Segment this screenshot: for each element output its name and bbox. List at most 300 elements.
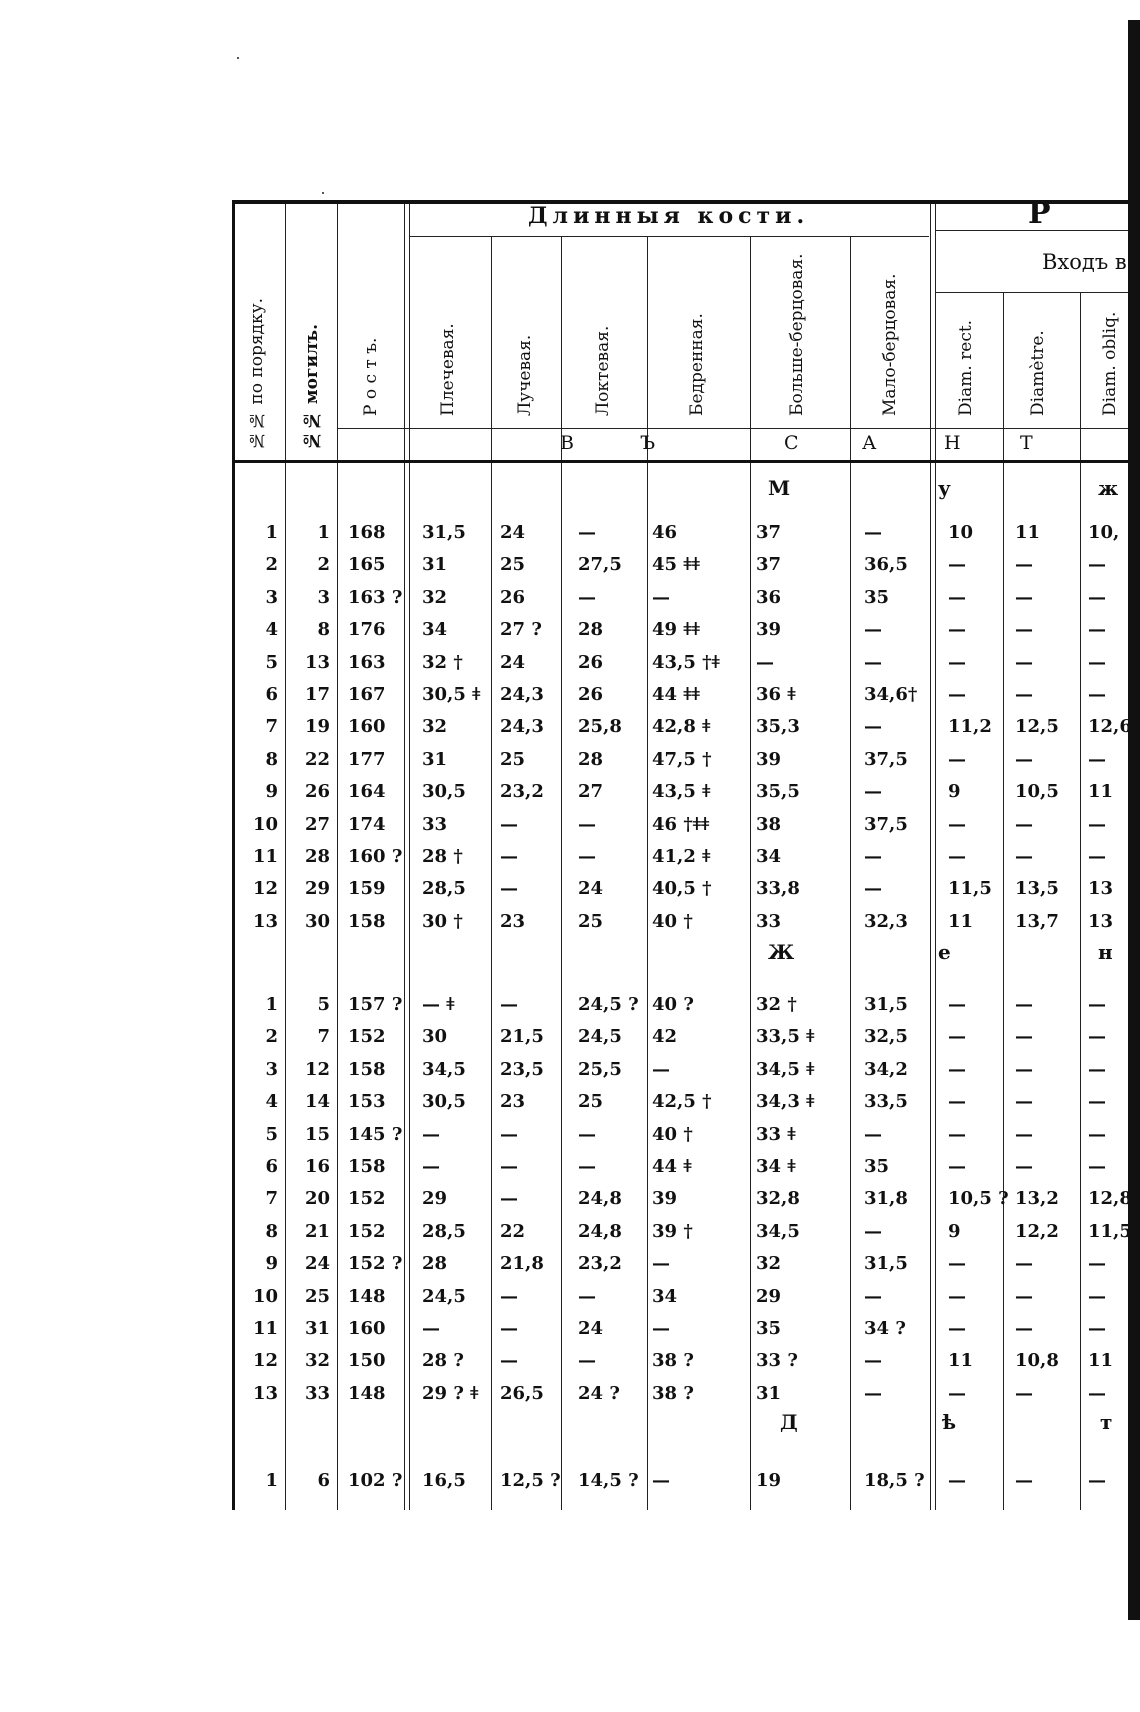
women-row-2-col-4: 30: [422, 1026, 448, 1048]
men-row-11-col-7: 41,2 ǂ: [652, 846, 711, 867]
men-row-1-col-4: 31,5: [422, 522, 466, 543]
women-row-12-col-4: 28 ?: [422, 1350, 464, 1372]
men-row-13-col-10: 11: [948, 910, 974, 932]
men-row-1-col-1: 1: [265, 522, 278, 543]
women-row-6-col-1: 6: [265, 1156, 278, 1177]
men-row-6-col-11: —: [1015, 684, 1033, 705]
women-row-1-col-2: 5: [317, 994, 330, 1015]
women-row-2-col-1: 2: [265, 1026, 278, 1048]
section-letter-r: Р: [1028, 196, 1051, 231]
men-row-2-col-7: 45 ǂǂ: [652, 554, 700, 576]
women-row-3-col-9: 34,2: [864, 1058, 908, 1080]
men-row-4-col-4: 34: [422, 619, 448, 641]
men-row-7-col-8: 35,3: [756, 716, 800, 738]
men-row-9-col-4: 30,5: [422, 781, 466, 803]
women-row-10-col-10: —: [948, 1285, 966, 1307]
men-row-9-col-3: 164: [348, 781, 386, 803]
men-row-7-col-9: —: [864, 716, 882, 738]
women-row-12-col-12: 11: [1088, 1350, 1114, 1372]
women-row-1-col-3: 157 ?: [348, 994, 403, 1015]
men-row-3-col-5: 26: [500, 586, 526, 608]
women-row-3-col-4: 34,5: [422, 1058, 466, 1080]
men-row-13-col-12: 13: [1088, 910, 1114, 932]
men-row-3-col-9: 35: [864, 586, 890, 608]
men-row-11-col-3: 160 ?: [348, 846, 403, 867]
page-edge-shadow: [1128, 20, 1140, 1620]
header-bottom-rule: [232, 460, 1128, 463]
men-row-4-col-5: 27 ?: [500, 619, 542, 641]
children-row-1-col-4: 16,5: [422, 1470, 466, 1491]
women-row-12-col-9: —: [864, 1350, 882, 1372]
women-row-9-col-10: —: [948, 1253, 966, 1275]
men-row-9-col-10: 9: [948, 781, 961, 803]
men-row-2-col-9: 36,5: [864, 554, 908, 576]
men-row-10-col-1: 10: [252, 813, 278, 835]
men-row-9-col-11: 10,5: [1015, 781, 1059, 803]
men-row-8-col-9: 37,5: [864, 748, 908, 770]
women-row-9-col-3: 152 ?: [348, 1253, 403, 1275]
children-row-1-col-8: 19: [756, 1470, 782, 1491]
men-row-5-col-6: 26: [578, 651, 604, 673]
men-row-13-col-6: 25: [578, 910, 604, 932]
women-row-5-col-11: —: [1015, 1123, 1033, 1145]
men-row-11-col-9: —: [864, 846, 882, 867]
women-row-8-col-12: 11,5: [1088, 1220, 1132, 1242]
men-row-1-col-9: —: [864, 522, 882, 543]
speck: [237, 57, 239, 59]
women-row-5-col-6: —: [578, 1123, 596, 1145]
men-row-1-col-7: 46: [652, 522, 678, 543]
women-row-8-col-6: 24,8: [578, 1220, 622, 1242]
women-row-13-col-4: 29 ? ǂ: [422, 1382, 479, 1404]
women-row-1-col-1: 1: [265, 994, 278, 1015]
women-row-8-col-4: 28,5: [422, 1220, 466, 1242]
women-row-12-col-1: 12: [252, 1350, 278, 1372]
men-row-8-col-1: 8: [265, 748, 278, 770]
women-row-6-col-11: —: [1015, 1156, 1033, 1177]
women-row-3-col-7: —: [652, 1058, 670, 1080]
women-row-6-col-9: 35: [864, 1156, 890, 1177]
men-row-10-col-3: 174: [348, 813, 386, 835]
women-row-8-col-2: 21: [304, 1220, 330, 1242]
women-row-1-col-7: 40 ?: [652, 994, 694, 1015]
women-row-2-col-10: —: [948, 1026, 966, 1048]
men-row-6-col-1: 6: [265, 684, 278, 705]
men-row-4-col-3: 176: [348, 619, 386, 641]
measure-letter-4: А: [862, 432, 877, 454]
section-women-1: Ж: [768, 940, 797, 964]
men-row-11-col-5: —: [500, 846, 518, 867]
women-row-7-col-11: 13,2: [1015, 1188, 1059, 1210]
col-fibula: Мало-берцовая.: [880, 273, 900, 416]
women-row-3-col-6: 25,5: [578, 1058, 622, 1080]
men-row-1-col-11: 11: [1015, 522, 1041, 543]
women-row-11-col-1: 11: [252, 1318, 278, 1339]
col-humerus: Плечевая.: [438, 323, 458, 416]
men-row-1-col-3: 168: [348, 522, 386, 543]
men-row-11-col-1: 11: [252, 846, 278, 867]
women-row-12-col-8: 33 ?: [756, 1350, 798, 1372]
men-row-4-col-8: 39: [756, 619, 782, 641]
men-row-4-col-12: —: [1088, 619, 1106, 641]
men-row-9-col-2: 26: [304, 781, 330, 803]
men-row-12-col-3: 159: [348, 878, 386, 900]
women-row-13-col-1: 13: [252, 1382, 278, 1404]
women-row-4-col-7: 42,5 †: [652, 1091, 712, 1113]
men-row-11-col-6: —: [578, 846, 596, 867]
women-row-2-col-8: 33,5 ǂ: [756, 1026, 815, 1048]
men-row-12-col-11: 13,5: [1015, 878, 1059, 900]
men-row-4-col-6: 28: [578, 619, 604, 641]
women-row-6-col-5: —: [500, 1156, 518, 1177]
women-row-5-col-5: —: [500, 1123, 518, 1145]
women-row-9-col-8: 32: [756, 1253, 782, 1275]
men-row-12-col-1: 12: [252, 878, 278, 900]
women-row-10-col-7: 34: [652, 1285, 678, 1307]
women-row-10-col-1: 10: [252, 1285, 278, 1307]
men-row-10-col-12: —: [1088, 813, 1106, 835]
men-row-11-col-10: —: [948, 846, 966, 867]
women-row-7-col-1: 7: [265, 1188, 278, 1210]
men-row-13-col-9: 32,3: [864, 910, 908, 932]
men-row-5-col-4: 32 †: [422, 651, 463, 673]
men-row-13-col-7: 40 †: [652, 910, 693, 932]
men-row-8-col-10: —: [948, 748, 966, 770]
men-row-6-col-2: 17: [304, 684, 330, 705]
women-row-1-col-8: 32 †: [756, 994, 797, 1015]
men-row-12-col-2: 29: [304, 878, 330, 900]
men-row-13-col-4: 30 †: [422, 910, 463, 932]
women-row-11-col-4: —: [422, 1318, 440, 1339]
header-rule: [409, 236, 929, 237]
women-row-1-col-11: —: [1015, 994, 1033, 1015]
men-row-12-col-4: 28,5: [422, 878, 466, 900]
women-row-9-col-4: 28: [422, 1253, 448, 1275]
men-row-9-col-9: —: [864, 781, 882, 803]
women-row-2-col-6: 24,5: [578, 1026, 622, 1048]
women-row-7-col-2: 20: [304, 1188, 330, 1210]
men-row-4-col-9: —: [864, 619, 882, 641]
women-row-12-col-11: 10,8: [1015, 1350, 1059, 1372]
women-row-1-col-5: —: [500, 994, 518, 1015]
men-row-10-col-10: —: [948, 813, 966, 835]
women-row-4-col-1: 4: [265, 1091, 278, 1113]
col-diam-rect: Diam. rect.: [956, 319, 976, 416]
header-rule: [337, 428, 1128, 429]
col-order-no: №№ по порядку.: [247, 297, 267, 450]
men-row-5-col-8: —: [756, 651, 774, 673]
women-row-6-col-8: 34 ǂ: [756, 1156, 796, 1177]
men-row-3-col-10: —: [948, 586, 966, 608]
men-row-11-col-4: 28 †: [422, 846, 463, 867]
men-row-2-col-8: 37: [756, 554, 782, 576]
men-row-6-col-10: —: [948, 684, 966, 705]
men-row-2-col-1: 2: [265, 554, 278, 576]
women-row-2-col-5: 21,5: [500, 1026, 544, 1048]
women-row-3-col-1: 3: [265, 1058, 278, 1080]
col-rule: [930, 204, 931, 1510]
women-row-6-col-6: —: [578, 1156, 596, 1177]
women-row-13-col-9: —: [864, 1382, 882, 1404]
men-row-1-col-2: 1: [317, 522, 330, 543]
men-row-6-col-8: 36 ǂ: [756, 684, 796, 705]
women-row-8-col-11: 12,2: [1015, 1220, 1059, 1242]
men-row-7-col-11: 12,5: [1015, 716, 1059, 738]
women-row-13-col-12: —: [1088, 1382, 1106, 1404]
women-row-11-col-9: 34 ?: [864, 1318, 906, 1339]
men-row-2-col-2: 2: [317, 554, 330, 576]
table-left-border: [232, 200, 235, 1510]
men-row-5-col-3: 163: [348, 651, 386, 673]
women-row-5-col-4: —: [422, 1123, 440, 1145]
women-row-1-col-4: — ǂ: [422, 994, 455, 1015]
men-row-12-col-7: 40,5 †: [652, 878, 712, 900]
women-row-13-col-11: —: [1015, 1382, 1033, 1404]
section-women-3: н: [1098, 940, 1115, 964]
entry-label: Входъ в: [1042, 250, 1127, 274]
men-row-5-col-9: —: [864, 651, 882, 673]
women-row-7-col-4: 29: [422, 1188, 448, 1210]
men-row-9-col-6: 27: [578, 781, 604, 803]
women-row-13-col-5: 26,5: [500, 1382, 544, 1404]
men-row-3-col-6: —: [578, 586, 596, 608]
women-row-11-col-7: —: [652, 1318, 670, 1339]
women-row-11-col-8: 35: [756, 1318, 782, 1339]
men-row-8-col-12: —: [1088, 748, 1106, 770]
men-row-8-col-4: 31: [422, 748, 448, 770]
men-row-11-col-2: 28: [304, 846, 330, 867]
children-row-1-col-1: 1: [265, 1470, 278, 1491]
header-rule: [935, 292, 1128, 293]
men-row-7-col-3: 160: [348, 716, 386, 738]
men-row-8-col-5: 25: [500, 748, 526, 770]
men-row-7-col-12: 12,6: [1088, 716, 1132, 738]
men-row-13-col-2: 30: [304, 910, 330, 932]
men-row-10-col-8: 38: [756, 813, 782, 835]
men-row-2-col-3: 165: [348, 554, 386, 576]
women-row-5-col-12: —: [1088, 1123, 1106, 1145]
women-row-10-col-8: 29: [756, 1285, 782, 1307]
men-row-13-col-11: 13,7: [1015, 910, 1059, 932]
women-row-10-col-4: 24,5: [422, 1285, 466, 1307]
men-row-2-col-6: 27,5: [578, 554, 622, 576]
women-row-8-col-5: 22: [500, 1220, 526, 1242]
men-row-4-col-2: 8: [317, 619, 330, 641]
women-row-13-col-7: 38 ?: [652, 1382, 694, 1404]
women-row-4-col-4: 30,5: [422, 1091, 466, 1113]
women-row-6-col-7: 44 ǂ: [652, 1156, 692, 1177]
women-row-10-col-11: —: [1015, 1285, 1033, 1307]
men-row-7-col-4: 32: [422, 716, 448, 738]
women-row-7-col-12: 12,8: [1088, 1188, 1132, 1210]
women-row-12-col-7: 38 ?: [652, 1350, 694, 1372]
col-tibia: Больше-берцовая.: [787, 253, 807, 416]
women-row-10-col-3: 148: [348, 1285, 386, 1307]
men-row-9-col-1: 9: [265, 781, 278, 803]
women-row-12-col-6: —: [578, 1350, 596, 1372]
women-row-2-col-12: —: [1088, 1026, 1106, 1048]
section-men-2: у: [938, 476, 953, 500]
women-row-4-col-5: 23: [500, 1091, 526, 1113]
men-row-3-col-4: 32: [422, 586, 448, 608]
women-row-6-col-12: —: [1088, 1156, 1106, 1177]
children-row-1-col-12: —: [1088, 1470, 1106, 1491]
women-row-13-col-2: 33: [304, 1382, 330, 1404]
col-rule: [935, 204, 936, 1510]
women-row-9-col-11: —: [1015, 1253, 1033, 1275]
women-row-13-col-10: —: [948, 1382, 966, 1404]
children-row-1-col-11: —: [1015, 1470, 1033, 1491]
women-row-4-col-3: 153: [348, 1091, 386, 1113]
women-row-2-col-9: 32,5: [864, 1026, 908, 1048]
women-row-11-col-10: —: [948, 1318, 966, 1339]
women-row-5-col-3: 145 ?: [348, 1123, 403, 1145]
children-row-1-col-3: 102 ?: [348, 1470, 403, 1491]
men-row-5-col-1: 5: [265, 651, 278, 673]
men-row-9-col-5: 23,2: [500, 781, 544, 803]
men-row-5-col-12: —: [1088, 651, 1106, 673]
men-row-3-col-2: 3: [317, 586, 330, 608]
women-row-9-col-12: —: [1088, 1253, 1106, 1275]
men-row-12-col-10: 11,5: [948, 878, 992, 900]
women-row-2-col-7: 42: [652, 1026, 678, 1048]
women-row-4-col-6: 25: [578, 1091, 604, 1113]
women-row-13-col-3: 148: [348, 1382, 386, 1404]
women-row-5-col-2: 15: [304, 1123, 330, 1145]
men-row-7-col-5: 24,3: [500, 716, 544, 738]
men-row-7-col-2: 19: [304, 716, 330, 738]
men-row-8-col-8: 39: [756, 748, 782, 770]
measure-letter-6: Т: [1020, 432, 1033, 454]
men-row-6-col-4: 30,5 ǂ: [422, 684, 481, 705]
section-men-1: М: [768, 476, 793, 500]
women-row-3-col-11: —: [1015, 1058, 1033, 1080]
men-row-3-col-1: 3: [265, 586, 278, 608]
col-radius: Лучевая.: [515, 334, 535, 416]
women-row-10-col-2: 25: [304, 1285, 330, 1307]
men-row-2-col-10: —: [948, 554, 966, 576]
men-row-8-col-2: 22: [304, 748, 330, 770]
women-row-9-col-5: 21,8: [500, 1253, 544, 1275]
section-women-2: е: [938, 940, 953, 964]
women-row-9-col-1: 9: [265, 1253, 278, 1275]
women-row-3-col-2: 12: [304, 1058, 330, 1080]
men-row-3-col-12: —: [1088, 586, 1106, 608]
women-row-4-col-10: —: [948, 1091, 966, 1113]
women-row-7-col-7: 39: [652, 1188, 678, 1210]
men-row-10-col-6: —: [578, 813, 596, 835]
women-row-2-col-2: 7: [317, 1026, 330, 1048]
women-row-12-col-3: 150: [348, 1350, 386, 1372]
men-row-9-col-7: 43,5 ǂ: [652, 781, 711, 803]
men-row-13-col-1: 13: [252, 910, 278, 932]
section-children-2: ѣ: [942, 1410, 959, 1434]
men-row-1-col-10: 10: [948, 522, 974, 543]
men-row-2-col-5: 25: [500, 554, 526, 576]
men-row-1-col-6: —: [578, 522, 596, 543]
men-row-6-col-6: 26: [578, 684, 604, 705]
children-row-1-col-9: 18,5 ?: [864, 1470, 925, 1491]
col-rule: [1003, 292, 1004, 1510]
women-row-8-col-9: —: [864, 1220, 882, 1242]
children-row-1-col-10: —: [948, 1470, 966, 1491]
col-rule: [409, 204, 410, 1510]
men-row-10-col-9: 37,5: [864, 813, 908, 835]
men-row-1-col-8: 37: [756, 522, 782, 543]
section-children-3: т: [1100, 1410, 1115, 1434]
men-row-6-col-7: 44 ǂǂ: [652, 684, 700, 705]
men-row-8-col-6: 28: [578, 748, 604, 770]
women-row-13-col-8: 31: [756, 1382, 782, 1404]
women-row-10-col-9: —: [864, 1285, 882, 1307]
men-row-5-col-2: 13: [304, 651, 330, 673]
children-row-1-col-6: 14,5 ?: [578, 1470, 639, 1491]
men-row-8-col-11: —: [1015, 748, 1033, 770]
children-row-1-col-2: 6: [317, 1470, 330, 1491]
women-row-11-col-12: —: [1088, 1318, 1106, 1339]
men-row-3-col-3: 163 ?: [348, 586, 403, 608]
speck: [322, 192, 324, 194]
men-row-7-col-1: 7: [265, 716, 278, 738]
men-row-6-col-3: 167: [348, 684, 386, 705]
men-row-10-col-7: 46 †ǂǂ: [652, 813, 710, 835]
women-row-4-col-8: 34,3 ǂ: [756, 1091, 815, 1113]
men-row-10-col-4: 33: [422, 813, 448, 835]
men-row-10-col-11: —: [1015, 813, 1033, 835]
col-rule: [404, 204, 405, 1510]
col-femur: Бедренная.: [687, 313, 707, 416]
men-row-5-col-11: —: [1015, 651, 1033, 673]
women-row-3-col-8: 34,5 ǂ: [756, 1058, 815, 1080]
men-row-9-col-8: 35,5: [756, 781, 800, 803]
women-row-5-col-10: —: [948, 1123, 966, 1145]
women-row-7-col-5: —: [500, 1188, 518, 1210]
men-row-12-col-6: 24: [578, 878, 604, 900]
men-row-7-col-6: 25,8: [578, 716, 622, 738]
women-row-10-col-6: —: [578, 1285, 596, 1307]
men-row-2-col-11: —: [1015, 554, 1033, 576]
col-diametre: Diamètre.: [1028, 330, 1048, 416]
measure-letter-5: Н: [944, 432, 961, 454]
col-diam-obl: Diam. obliq.: [1100, 311, 1120, 416]
measure-letter-3: С: [784, 432, 799, 454]
women-row-7-col-10: 10,5 ?: [948, 1188, 1009, 1210]
women-row-9-col-2: 24: [304, 1253, 330, 1275]
women-row-8-col-8: 34,5: [756, 1220, 800, 1242]
women-row-8-col-1: 8: [265, 1220, 278, 1242]
men-row-12-col-8: 33,8: [756, 878, 800, 900]
men-row-1-col-5: 24: [500, 522, 526, 543]
women-row-10-col-12: —: [1088, 1285, 1106, 1307]
women-row-3-col-5: 23,5: [500, 1058, 544, 1080]
col-grave-no: №№ могилъ.: [302, 324, 322, 450]
women-row-11-col-2: 31: [304, 1318, 330, 1339]
men-row-5-col-10: —: [948, 651, 966, 673]
men-row-4-col-11: —: [1015, 619, 1033, 641]
children-row-1-col-7: —: [652, 1470, 670, 1491]
men-row-5-col-7: 43,5 †ǂ: [652, 651, 720, 673]
measure-letter-1: В: [560, 432, 574, 454]
women-row-12-col-5: —: [500, 1350, 518, 1372]
women-row-2-col-3: 152: [348, 1026, 386, 1048]
men-row-2-col-4: 31: [422, 554, 448, 576]
col-rule: [1080, 292, 1081, 1510]
women-row-11-col-6: 24: [578, 1318, 604, 1339]
men-row-1-col-12: 10,: [1088, 522, 1120, 543]
women-row-6-col-10: —: [948, 1156, 966, 1177]
women-row-8-col-7: 39 †: [652, 1220, 693, 1242]
men-row-11-col-11: —: [1015, 846, 1033, 867]
